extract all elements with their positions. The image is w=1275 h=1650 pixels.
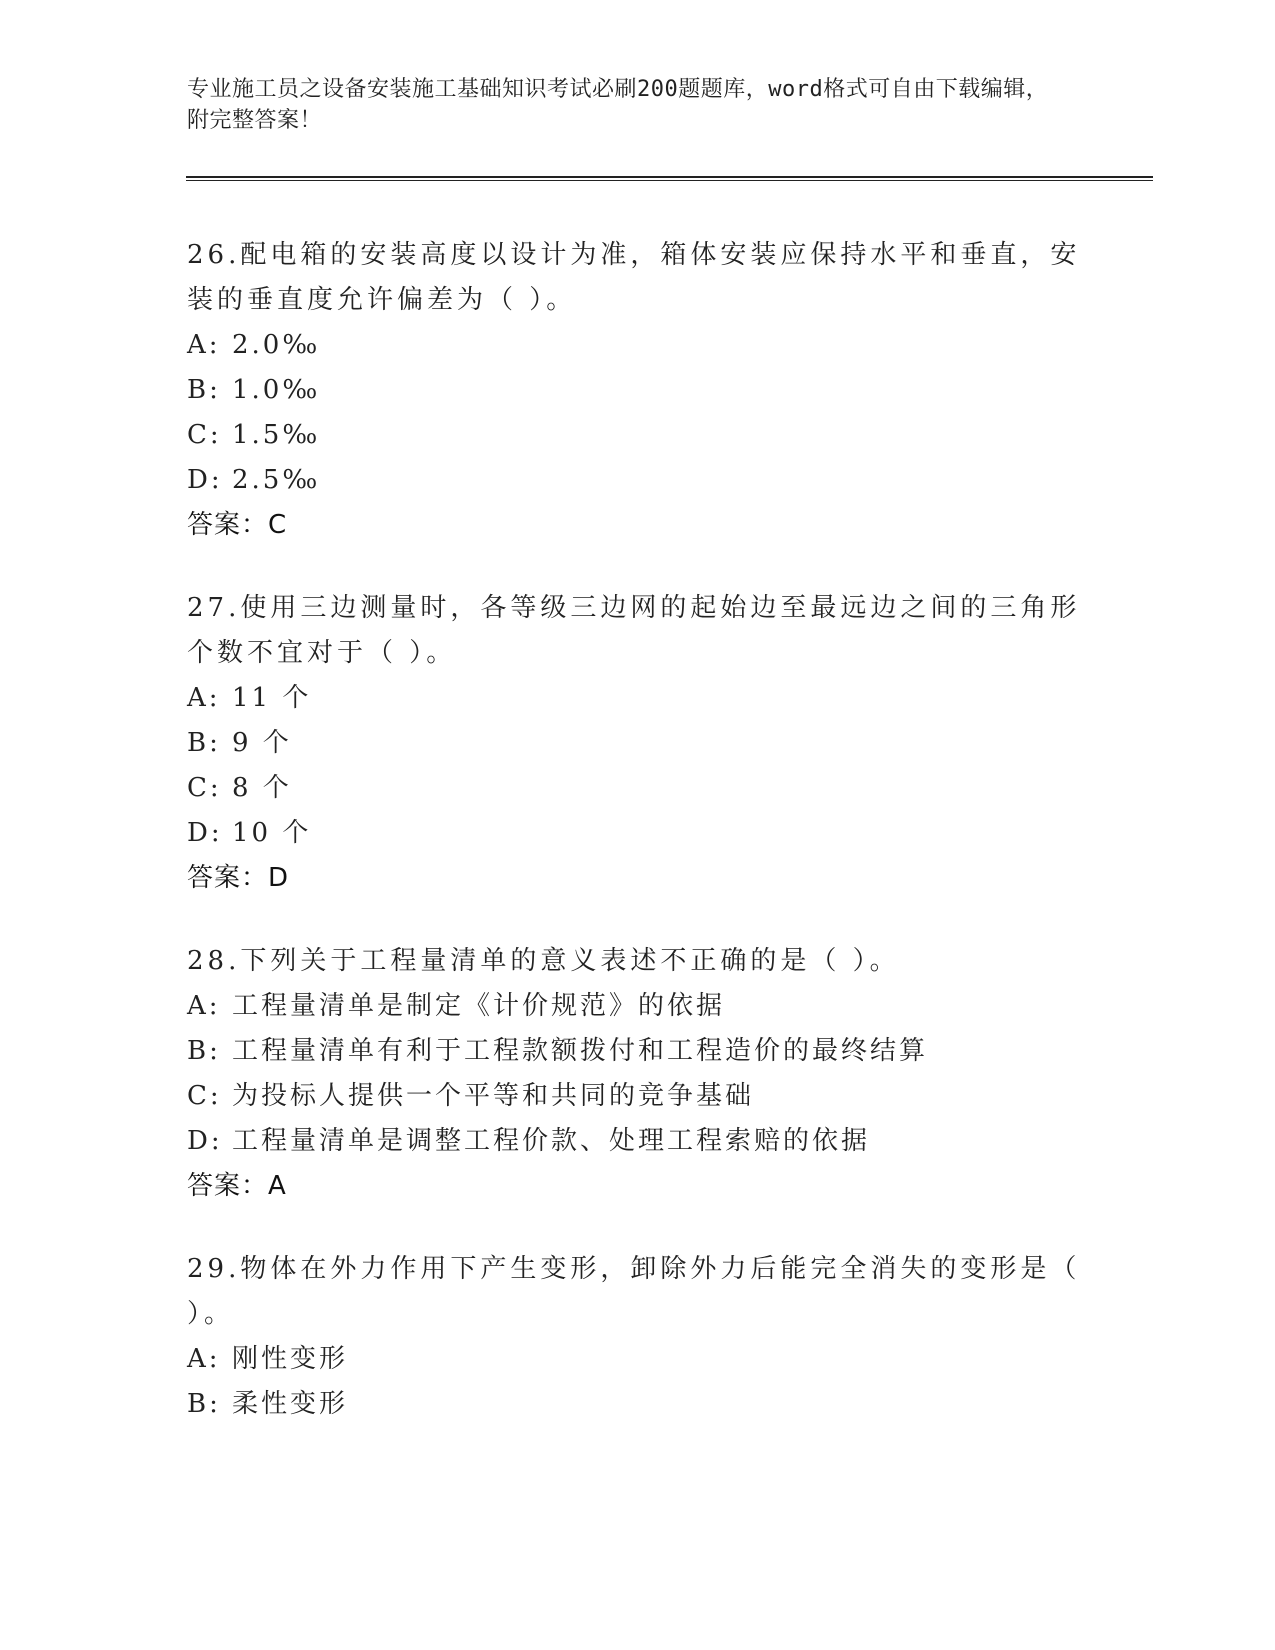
question-block [187, 233, 1087, 548]
option-a [187, 1337, 1087, 1382]
option-text: 2.5‰ [232, 465, 321, 495]
option-b [187, 368, 1087, 413]
option-a [187, 984, 1087, 1029]
option-label: C: [187, 773, 222, 803]
option-text: 刚性变形 [232, 1344, 349, 1374]
question-text: 28.下列关于工程量清单的意义表述不正确的是（ ）。 [187, 946, 900, 976]
option-label: B: [187, 375, 221, 405]
option-b [187, 721, 1087, 766]
option-text: 10 个 [232, 818, 312, 848]
option-b [187, 1382, 1087, 1427]
option-text: 9 个 [232, 728, 292, 758]
option-c [187, 766, 1087, 811]
option-text: 8 个 [232, 773, 292, 803]
option-c [187, 413, 1087, 458]
option-text: 2.0‰ [232, 330, 321, 360]
document-header: 专业施工员之设备安装施工基础知识考试必刷200题题库，word格式可自由下载编辑，附完整答案！ [187, 77, 1049, 133]
option-text: 工程量清单是调整工程价款、处理工程索赔的依据 [232, 1126, 871, 1156]
question-block [187, 586, 1087, 901]
question-block [187, 1247, 1087, 1427]
option-text: 为投标人提供一个平等和共同的竞争基础 [232, 1081, 755, 1111]
option-label: B: [187, 1036, 221, 1066]
option-label: D: [187, 1126, 223, 1156]
question-text: 29.物体在外力作用下产生变形，卸除外力后能完全消失的变形是（ ）。 [187, 1254, 1081, 1329]
option-d [187, 1119, 1087, 1164]
option-label: A: [187, 1344, 221, 1374]
answer-line: 答案：D [187, 863, 290, 893]
option-text: 11 个 [232, 683, 312, 713]
option-label: D: [187, 818, 223, 848]
option-text: 工程量清单有利于工程款额拨付和工程造价的最终结算 [232, 1036, 929, 1066]
question-text: 27.使用三边测量时，各等级三边网的起始边至最远边之间的三角形个数不宜对于（ ）。 [187, 593, 1081, 668]
option-label: A: [187, 683, 221, 713]
option-label: D: [187, 465, 223, 495]
option-text: 1.5‰ [232, 420, 321, 450]
question-block [187, 939, 1087, 1209]
option-text: 柔性变形 [232, 1389, 349, 1419]
option-text: 1.0‰ [232, 375, 321, 405]
option-label: C: [187, 420, 222, 450]
answer-line: 答案：A [187, 1171, 287, 1201]
option-b [187, 1029, 1087, 1074]
answer-line: 答案：C [187, 510, 288, 540]
option-c [187, 1074, 1087, 1119]
option-label: A: [187, 991, 221, 1021]
question-text: 26.配电箱的安装高度以设计为准，箱体安装应保持水平和垂直，安装的垂直度允许偏差为（ ）。 [187, 240, 1081, 315]
option-label: C: [187, 1081, 222, 1111]
option-label: B: [187, 728, 221, 758]
option-text: 工程量清单是制定《计价规范》的依据 [232, 991, 726, 1021]
option-a [187, 676, 1087, 721]
option-d [187, 458, 1087, 503]
header-divider [186, 176, 1153, 181]
option-d [187, 811, 1087, 856]
question-list [187, 233, 1087, 1465]
option-label: B: [187, 1389, 221, 1419]
option-label: A: [187, 330, 221, 360]
option-a [187, 323, 1087, 368]
